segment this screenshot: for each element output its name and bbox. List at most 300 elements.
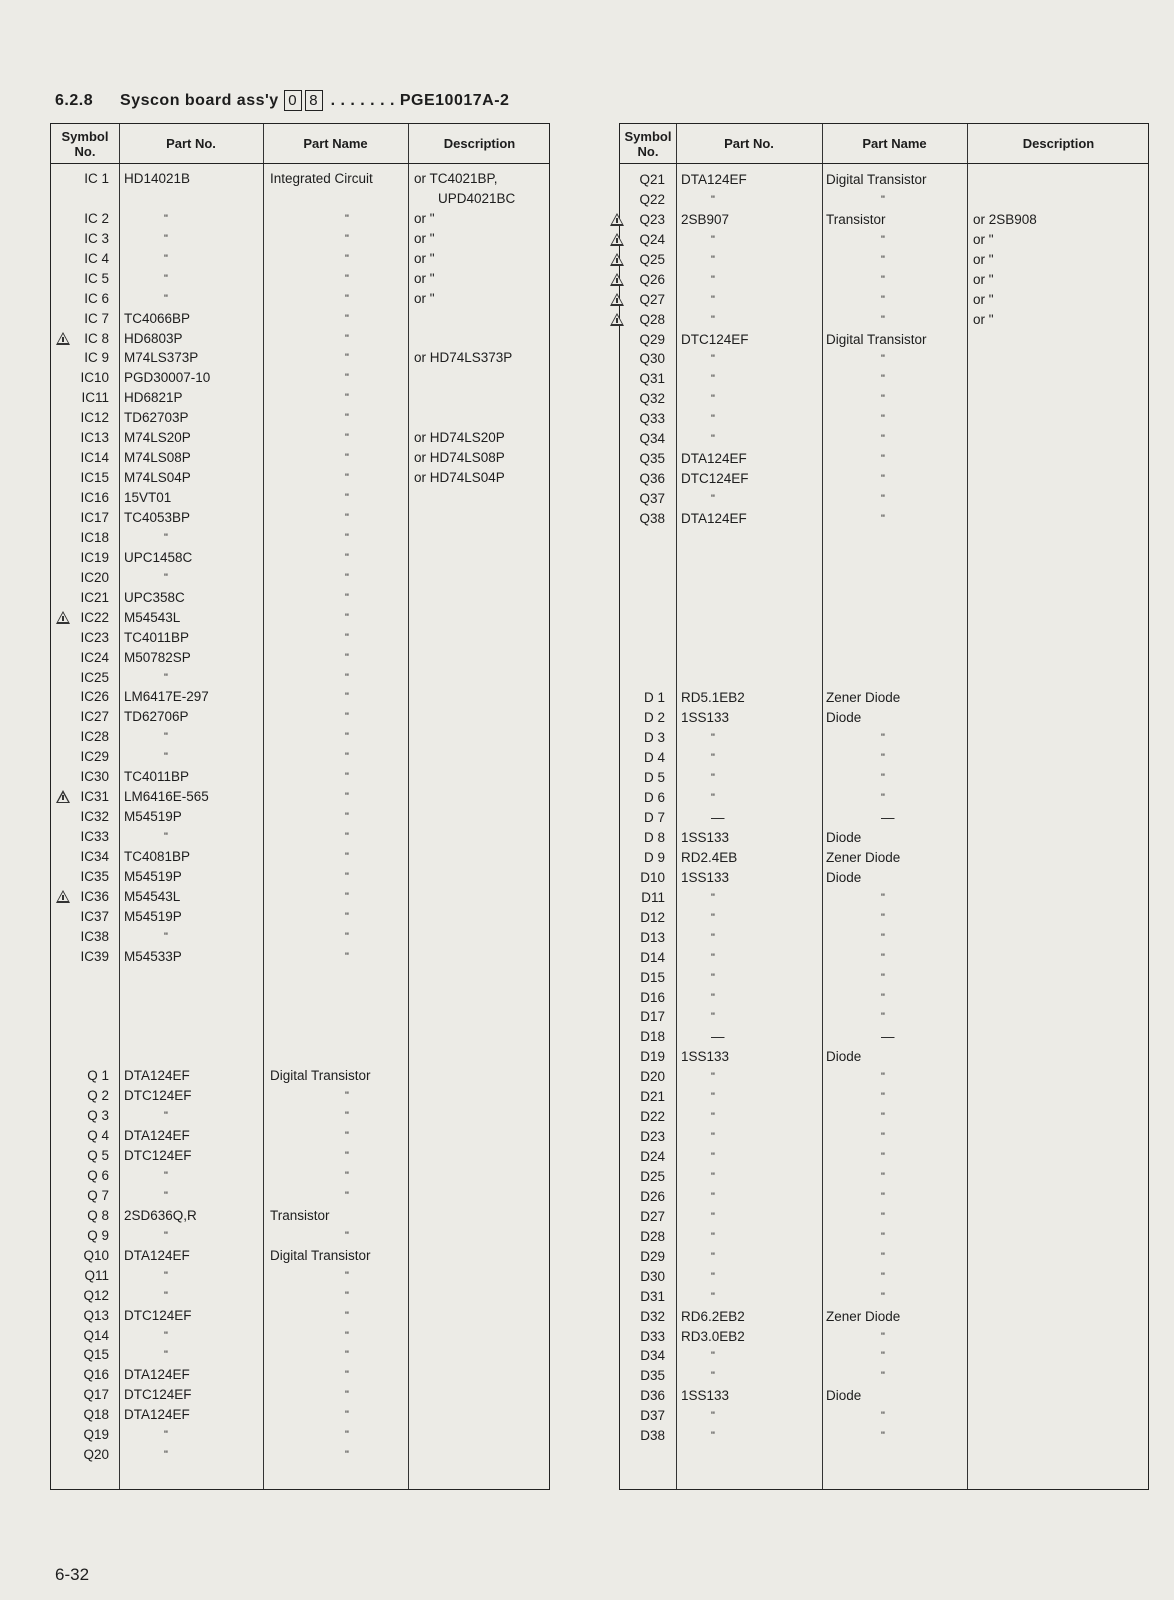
table-row <box>620 828 1148 848</box>
part-name-cell: " <box>345 412 349 425</box>
symbol-cell: D13 <box>640 929 665 945</box>
part-name-cell: " <box>345 890 349 903</box>
part-name-cell: " <box>345 531 349 544</box>
table-row <box>51 488 549 508</box>
part-name-cell: " <box>345 452 349 465</box>
table-row <box>620 1127 1148 1147</box>
table-row <box>620 1207 1148 1227</box>
part-name-cell: " <box>881 792 885 805</box>
table-row <box>620 170 1148 190</box>
part-name-cell: " <box>881 253 885 266</box>
part-no-cell: TD62706P <box>124 709 189 725</box>
part-no-cell: DTA124EF <box>124 1068 190 1084</box>
table-row <box>51 189 549 209</box>
part-no-cell: " <box>711 911 715 924</box>
part-name-cell: " <box>345 731 349 744</box>
symbol-cell: Q31 <box>639 371 665 387</box>
part-no-cell: " <box>711 1171 715 1183</box>
part-name-cell: " <box>345 1130 349 1143</box>
part-no-cell: " <box>711 1151 715 1164</box>
section-number: 6.2.8 <box>55 92 94 109</box>
symbol-cell: D25 <box>640 1169 665 1184</box>
part-name-cell: " <box>881 1131 885 1144</box>
symbol-cell: Q 1 <box>87 1068 109 1084</box>
part-no-cell: " <box>164 1289 168 1302</box>
symbol-cell: D 4 <box>643 750 665 766</box>
table-row <box>620 908 1148 928</box>
symbol-cell: Q 9 <box>87 1227 109 1243</box>
table-row <box>51 1166 549 1186</box>
part-name-cell: Transistor <box>826 211 886 227</box>
table-row <box>51 947 549 967</box>
header-symbol: Symbol No. <box>624 128 672 159</box>
header-part-name: Part Name <box>303 136 368 151</box>
part-name-cell: " <box>881 1330 885 1343</box>
part-name-cell: " <box>881 433 885 446</box>
table-row <box>51 1306 549 1326</box>
symbol-cell: IC 1 <box>84 171 109 186</box>
symbol-cell: IC30 <box>80 769 109 785</box>
symbol-cell: IC35 <box>80 868 109 884</box>
part-no-cell: " <box>711 253 715 266</box>
part-no-cell: RD6.2EB2 <box>681 1308 745 1324</box>
part-name-cell: Diode <box>826 710 862 726</box>
table-row <box>620 968 1148 988</box>
symbol-cell: Q15 <box>83 1347 109 1363</box>
table-row <box>51 289 549 309</box>
part-no-cell: M54519P <box>124 868 182 884</box>
symbol-cell: IC16 <box>80 490 109 506</box>
table-row <box>51 827 549 847</box>
part-no-cell: 1SS133 <box>681 710 730 726</box>
table-row <box>620 449 1148 469</box>
part-name-cell: " <box>881 1111 885 1124</box>
part-name-cell: Diode <box>826 869 862 885</box>
part-name-cell: " <box>345 571 349 584</box>
part-no-cell: " <box>711 293 715 306</box>
part-name-cell: " <box>881 1430 885 1443</box>
header-description: Description <box>443 136 516 151</box>
symbol-cell: IC14 <box>80 450 109 466</box>
part-no-cell: M74LS04P <box>124 470 191 486</box>
part-no-cell: " <box>164 1329 168 1342</box>
description-cell: or " <box>414 270 435 286</box>
symbol-cell: D 6 <box>643 790 665 806</box>
symbol-cell: D29 <box>640 1248 665 1264</box>
table-row <box>51 388 549 408</box>
table-row <box>51 767 549 787</box>
part-no-cell: TC4011BP <box>124 769 190 785</box>
part-name-cell: " <box>881 752 885 765</box>
part-name-cell: " <box>881 911 885 924</box>
symbol-cell: D16 <box>640 989 665 1005</box>
symbol-cell: Q 5 <box>87 1148 109 1164</box>
symbol-cell: D24 <box>640 1149 665 1165</box>
part-no-cell: " <box>164 731 168 744</box>
parts-table-right <box>619 123 1149 1490</box>
part-name-cell: " <box>345 1369 349 1382</box>
table-row <box>620 1147 1148 1167</box>
symbol-cell: D31 <box>640 1288 665 1304</box>
part-no-cell: DTC124EF <box>124 1148 192 1164</box>
part-no-cell: 2SD636Q,R <box>124 1207 197 1223</box>
table-row <box>51 1086 549 1106</box>
part-name-cell: " <box>881 413 885 426</box>
part-name-cell: " <box>345 1189 349 1202</box>
symbol-cell: IC37 <box>80 908 109 924</box>
symbol-cell: D30 <box>640 1268 665 1284</box>
table-row <box>51 927 549 947</box>
symbol-cell: IC 4 <box>84 250 109 266</box>
part-name-cell: " <box>345 1349 349 1362</box>
leader-dots: . . . . . . . <box>330 92 395 109</box>
part-name-cell: Diode <box>826 1388 862 1404</box>
table-row <box>51 528 549 548</box>
table-row <box>620 509 1148 529</box>
part-no-cell: UPC358C <box>124 589 185 605</box>
table-row <box>620 808 1148 828</box>
part-name-cell: " <box>881 1290 885 1303</box>
table-row <box>51 1286 549 1306</box>
table-row <box>51 348 549 368</box>
part-no-cell: " <box>164 930 168 943</box>
part-no-cell: HD6821P <box>124 390 183 406</box>
assembly-code: PGE10017A-2 <box>399 92 510 109</box>
table-row <box>51 1405 549 1425</box>
part-no-cell: " <box>711 313 715 326</box>
part-no-cell: HD14021B <box>124 171 191 186</box>
symbol-cell: Q 6 <box>87 1168 109 1183</box>
symbol-cell: Q 7 <box>87 1187 109 1203</box>
symbol-cell: Q16 <box>83 1367 109 1383</box>
table-row <box>620 1366 1148 1386</box>
part-no-cell: DTA124EF <box>124 1247 190 1263</box>
symbol-cell: Q24 <box>639 231 665 247</box>
part-no-cell: " <box>711 193 715 206</box>
table-row <box>620 688 1148 708</box>
description-cell: or HD74LS373P <box>414 350 513 366</box>
symbol-cell: D 8 <box>643 830 665 846</box>
symbol-cell: D34 <box>640 1348 665 1364</box>
header-symbol: Symbol No. <box>61 128 109 159</box>
part-no-cell: RD2.4EB <box>681 849 738 865</box>
part-name-cell: " <box>345 930 349 943</box>
table-row <box>51 1226 549 1246</box>
part-name-cell: " <box>345 292 349 305</box>
symbol-cell: IC27 <box>80 709 109 725</box>
part-name-cell: " <box>345 212 349 225</box>
part-no-cell: " <box>711 732 715 745</box>
table-row <box>620 708 1148 728</box>
part-no-cell: " <box>711 273 715 286</box>
table-row <box>620 868 1148 888</box>
symbol-cell: IC11 <box>81 390 109 406</box>
part-name-cell: Zener Diode <box>826 690 901 706</box>
table-row <box>51 1445 549 1465</box>
symbol-cell: Q36 <box>639 471 665 487</box>
table-row <box>620 948 1148 968</box>
part-no-cell: " <box>164 1429 168 1442</box>
part-no-cell: " <box>164 751 168 764</box>
part-name-cell: " <box>881 772 885 785</box>
part-no-cell: M54533P <box>124 948 182 964</box>
table-row <box>51 468 549 488</box>
part-no-cell: " <box>711 1111 715 1124</box>
part-name-cell: " <box>881 293 885 306</box>
part-no-cell: " <box>711 393 715 406</box>
description-cell: or " <box>973 291 994 307</box>
part-no-cell: LM6417E-297 <box>124 689 209 705</box>
symbol-cell: IC17 <box>80 509 109 525</box>
symbol-cell: IC32 <box>80 809 109 825</box>
table-row <box>51 1126 549 1146</box>
part-no-cell: HD6803P <box>124 330 183 346</box>
part-name-cell: " <box>345 950 349 963</box>
part-no-cell: " <box>164 1170 168 1182</box>
part-name-cell: " <box>345 312 349 325</box>
part-name-cell: " <box>345 831 349 844</box>
symbol-cell: IC18 <box>80 529 109 545</box>
table-row <box>620 848 1148 868</box>
part-no-cell: " <box>164 1269 168 1282</box>
symbol-cell: Q20 <box>83 1447 109 1463</box>
table-row <box>51 368 549 388</box>
table-row <box>51 1365 549 1385</box>
symbol-cell: Q27 <box>639 291 665 307</box>
part-no-cell: " <box>711 1290 715 1303</box>
part-name-cell: " <box>881 313 885 326</box>
part-name-cell: " <box>345 472 349 485</box>
part-name-cell: " <box>345 352 349 365</box>
table-row <box>620 1247 1148 1267</box>
part-name-cell: " <box>345 1389 349 1402</box>
table-row <box>51 907 549 927</box>
symbol-cell: IC 7 <box>84 310 109 326</box>
table-row <box>620 369 1148 389</box>
table-row <box>51 1066 549 1086</box>
part-no-cell: M54519P <box>124 908 182 924</box>
symbol-cell: IC 6 <box>84 290 109 306</box>
part-name-cell: Digital Transistor <box>826 172 927 187</box>
part-no-cell: DTA124EF <box>124 1407 190 1423</box>
part-no-cell: TC4053BP <box>124 509 191 525</box>
table-row <box>620 928 1148 948</box>
part-no-cell: " <box>164 212 168 225</box>
part-no-cell: PGD30007-10 <box>124 370 211 386</box>
symbol-cell: IC29 <box>80 749 109 765</box>
part-no-cell: M50782SP <box>124 649 191 665</box>
table-row <box>51 1106 549 1126</box>
table-row <box>620 1187 1148 1207</box>
part-name-cell: " <box>345 1309 349 1322</box>
part-name-cell: " <box>881 1011 885 1024</box>
part-name-cell: " <box>881 732 885 745</box>
part-no-cell: " <box>711 493 715 506</box>
part-name-cell: " <box>881 1410 885 1423</box>
part-no-cell: " <box>711 1190 715 1203</box>
part-name-cell: " <box>345 811 349 824</box>
part-name-cell: " <box>345 372 349 385</box>
table-row <box>51 508 549 528</box>
part-name-cell: " <box>881 473 885 486</box>
part-name-cell: " <box>881 1151 885 1164</box>
header-part-no: Part No. <box>724 136 774 151</box>
symbol-cell: Q37 <box>639 491 665 507</box>
symbol-cell: Q17 <box>83 1387 109 1403</box>
symbol-cell: Q25 <box>639 251 665 267</box>
part-no-cell: — <box>711 810 725 826</box>
part-name-cell: " <box>345 392 349 405</box>
description-cell: or " <box>414 230 435 246</box>
symbol-cell: Q29 <box>639 331 665 347</box>
part-no-cell: " <box>711 1250 715 1263</box>
table-row <box>51 727 549 747</box>
table-row <box>620 1087 1148 1107</box>
symbol-cell: Q 8 <box>87 1207 109 1223</box>
part-name-cell: " <box>881 1071 885 1084</box>
table-row <box>620 210 1148 230</box>
part-name-cell: " <box>345 1289 349 1302</box>
table-row <box>51 408 549 428</box>
table-row <box>51 1146 549 1166</box>
part-no-cell: M74LS20P <box>124 430 191 446</box>
part-no-cell: " <box>711 433 715 446</box>
symbol-cell: Q33 <box>639 411 665 427</box>
part-name-cell: " <box>345 1329 349 1342</box>
symbol-cell: D21 <box>640 1089 665 1105</box>
table-row <box>51 807 549 827</box>
symbol-cell: Q 4 <box>87 1128 109 1144</box>
part-no-cell: DTA124EF <box>681 172 747 187</box>
part-no-cell: " <box>711 991 715 1004</box>
symbol-cell: D26 <box>640 1188 665 1204</box>
part-no-cell: TC4066BP <box>124 310 191 326</box>
symbol-cell: D 2 <box>643 710 665 726</box>
symbol-cell: IC28 <box>80 729 109 745</box>
part-name-cell: Digital Transistor <box>826 331 927 347</box>
table-row <box>51 1266 549 1286</box>
part-no-cell: " <box>711 772 715 785</box>
part-no-cell: " <box>164 232 168 245</box>
page-number: 6-32 <box>55 1565 90 1584</box>
symbol-cell: D 3 <box>643 730 665 746</box>
description-cell: or " <box>973 251 994 267</box>
table-row <box>620 1227 1148 1247</box>
part-name-cell: " <box>345 791 349 804</box>
part-no-cell: " <box>711 951 715 964</box>
table-row <box>620 1047 1148 1067</box>
table-row <box>51 707 549 727</box>
part-no-cell: DTA124EF <box>124 1367 190 1383</box>
part-no-cell: " <box>164 272 168 285</box>
part-no-cell: DTC124EF <box>124 1387 192 1403</box>
part-no-cell: " <box>164 292 168 305</box>
part-name-cell: " <box>345 511 349 524</box>
symbol-cell: IC31 <box>80 789 109 805</box>
table-row <box>620 250 1148 270</box>
symbol-cell: Q23 <box>639 211 665 227</box>
part-name-cell: " <box>345 711 349 724</box>
part-name-cell: Transistor <box>270 1207 330 1223</box>
part-no-cell: TC4081BP <box>124 848 191 864</box>
table-row <box>620 1107 1148 1127</box>
part-no-cell: DTA124EF <box>124 1128 190 1144</box>
part-name-cell: " <box>345 910 349 923</box>
part-no-cell: " <box>711 891 715 904</box>
part-no-cell: " <box>164 1110 168 1123</box>
table-row <box>51 687 549 707</box>
symbol-cell: D11 <box>641 889 665 905</box>
table-row <box>51 668 549 688</box>
table-row <box>620 1386 1148 1406</box>
table-row <box>620 1346 1148 1366</box>
symbol-cell: IC19 <box>80 549 109 565</box>
header-divider <box>51 163 549 164</box>
table-row <box>620 888 1148 908</box>
symbol-cell: Q34 <box>639 431 665 447</box>
symbol-cell: IC26 <box>80 689 109 705</box>
part-name-cell: Zener Diode <box>826 1308 901 1324</box>
part-no-cell: 1SS133 <box>681 830 730 846</box>
table-row <box>51 269 549 289</box>
symbol-cell: Q 3 <box>87 1108 109 1124</box>
part-name-cell: " <box>881 971 885 984</box>
table-row <box>620 389 1148 409</box>
part-name-cell: " <box>881 1210 885 1223</box>
table-row <box>620 469 1148 489</box>
header-part-name: Part Name <box>862 136 927 151</box>
table-row <box>620 310 1148 330</box>
description-cell: UPD4021BC <box>438 190 516 206</box>
table-row <box>51 229 549 249</box>
symbol-cell: Q 2 <box>87 1088 109 1104</box>
symbol-cell: Q18 <box>83 1407 109 1423</box>
table-row <box>51 747 549 767</box>
symbol-cell: IC34 <box>80 848 109 864</box>
part-no-cell: 1SS133 <box>681 1388 730 1404</box>
table-row <box>51 628 549 648</box>
table-row <box>620 230 1148 250</box>
symbol-cell: D 9 <box>643 849 665 865</box>
part-no-cell: DTC124EF <box>681 471 749 487</box>
description-cell: or " <box>973 311 994 327</box>
part-no-cell: DTA124EF <box>681 510 747 526</box>
part-no-cell: RD3.0EB2 <box>681 1328 745 1344</box>
table-row <box>51 169 549 189</box>
description-cell: or " <box>973 271 994 287</box>
part-name-cell: " <box>881 233 885 246</box>
table-row <box>51 787 549 807</box>
part-name-cell: " <box>881 1190 885 1203</box>
table-row <box>51 1385 549 1405</box>
code-box-2: 8 <box>305 90 323 111</box>
symbol-cell: IC33 <box>80 829 109 845</box>
symbol-cell: IC 9 <box>84 350 109 366</box>
part-no-cell: " <box>711 413 715 426</box>
symbol-cell: IC 5 <box>84 270 109 286</box>
table-row <box>51 309 549 329</box>
symbol-cell: IC10 <box>80 370 109 386</box>
part-name-cell: " <box>881 1230 885 1243</box>
part-name-cell: " <box>345 1110 349 1123</box>
table-row <box>620 728 1148 748</box>
table-row <box>620 409 1148 429</box>
part-no-cell: " <box>164 1449 168 1462</box>
part-no-cell: " <box>711 1370 715 1383</box>
description-cell: or " <box>414 210 435 226</box>
part-no-cell: M74LS373P <box>124 350 199 366</box>
table-row <box>51 588 549 608</box>
